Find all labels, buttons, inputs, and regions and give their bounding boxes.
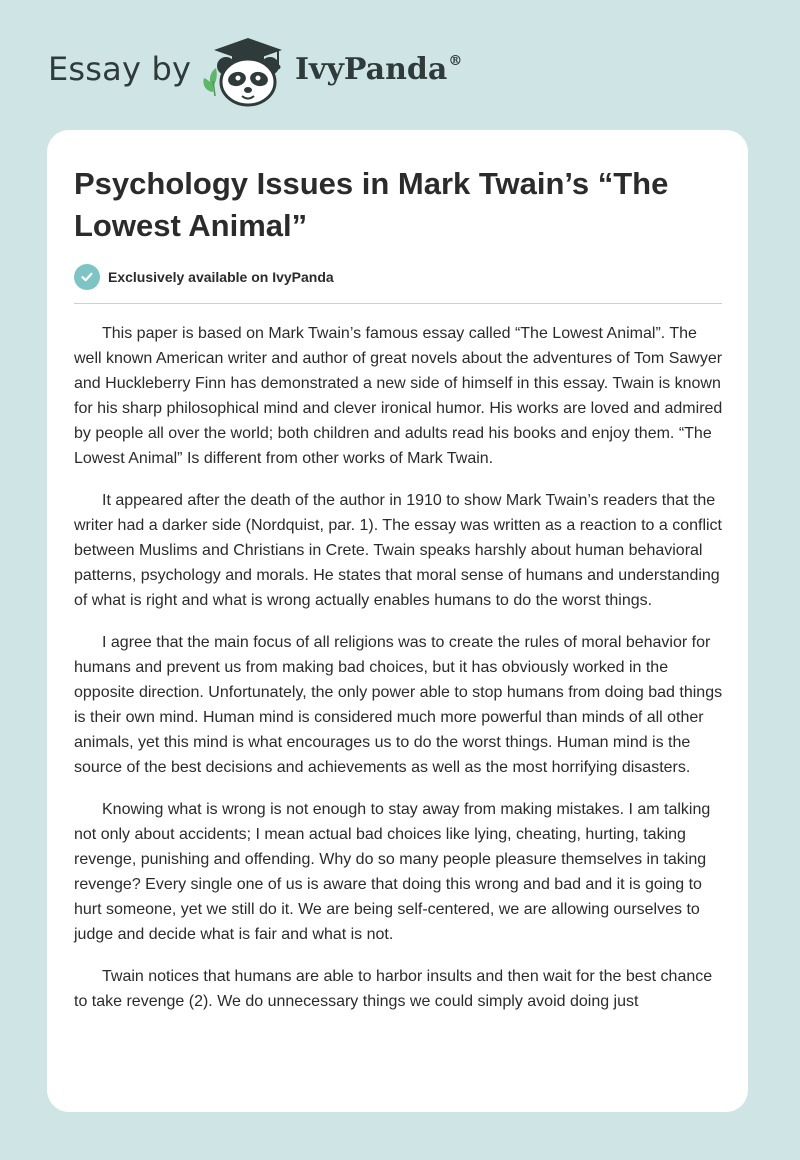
check-icon — [74, 264, 100, 290]
brand-name-text: IvyPanda — [295, 52, 448, 87]
essay-body — [74, 321, 724, 1031]
registered-mark: ® — [448, 53, 463, 69]
brand-name[interactable] — [295, 52, 462, 87]
paragraph: This paper is based on Mark Twain’s famous essay called “The Lowest Animal”. The well known American writer and author of great novels about the adventures of Tom Sawyer and Huckleberry Finn has demonstrated a new side of himself in this essay. Twain is known for his sharp philosophical mind and clever ironical humor. His works are loved and admired by people all over the world; both children and adults read his books and enjoy them. “The Lowest Animal” Is different from other works of Mark Twain. — [74, 325, 723, 467]
paragraph: I agree that the main focus of all religions was to create the rules of moral behavior for humans and prevent us from making bad choices, but it has obviously worked in the opposite direction. Unfortunately, the only power able to stop humans from doing bad things is their own mind. Human mind is considered much more powerful than minds of all other animals, yet this mind is what encourages us to do the worst things. Human mind is the source of the best decisions and achievements as well as the most horrifying disasters. — [74, 634, 723, 776]
essay-card — [47, 130, 748, 1112]
title-divider — [74, 303, 722, 304]
paragraph: Twain notices that humans are able to harbor insults and then wait for the best chance to take revenge (2). We do unnecessary things we could simply avoid doing just — [74, 968, 713, 1010]
essay-by-label: Essay by — [48, 50, 192, 88]
site-header — [0, 0, 800, 120]
paragraph: It appeared after the death of the author in 1910 to show Mark Twain’s readers that the writer had a darker side (Nordquist, par. 1). The essay was written as a reaction to a conflict between Muslims and Christians in Crete. Twain speaks harshly about human behavioral patterns, psychology and morals. He states that moral sense of humans and understanding of what is right and what is wrong actually enables humans to do the worst things. — [74, 492, 722, 609]
essay-title: Psychology Issues in Mark Twain’s “The Lowest Animal” — [74, 166, 669, 243]
paragraph: Knowing what is wrong is not enough to stay away from making mistakes. I am talking not only about accidents; I mean actual bad choices like lying, cheating, hurting, taking revenge, punishing and offending. Why do so many people pleasure themselves in taking revenge? Every single one of us is aware that doing this wrong and bad and it is going to hurt someone, yet we still do it. We are being self-centered, we are allowing ourselves to judge and decide what is fair and what is not. — [74, 801, 711, 943]
exclusive-badge-text: Exclusively available on IvyPanda — [108, 269, 334, 285]
panda-graduate-icon — [202, 36, 292, 108]
exclusive-badge — [74, 263, 334, 291]
